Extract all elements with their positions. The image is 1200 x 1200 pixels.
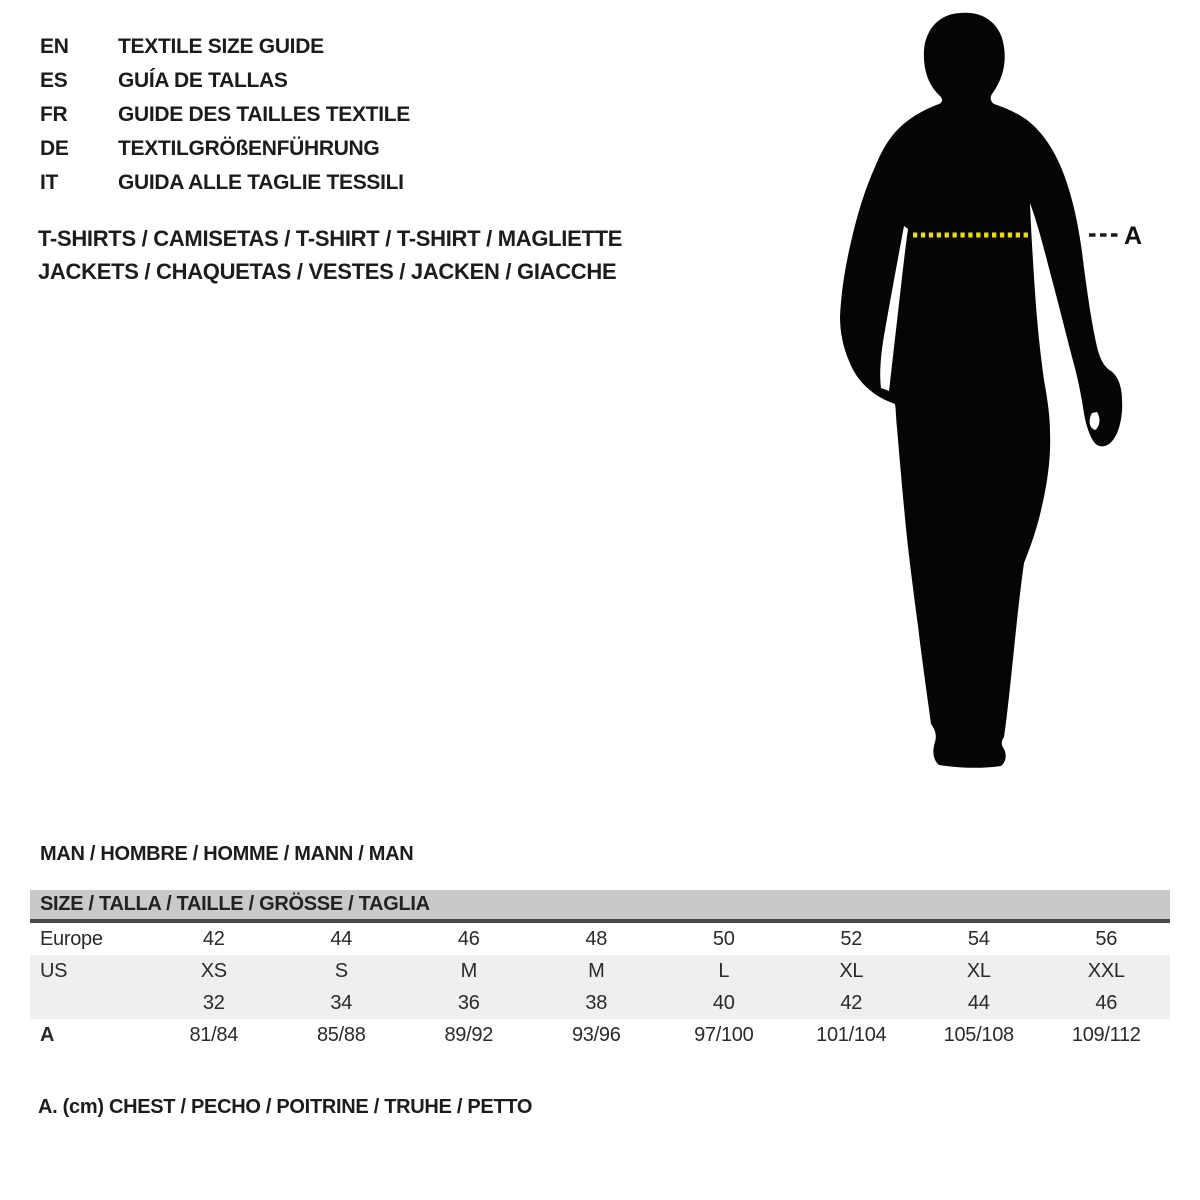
table-row-us [30,955,1170,987]
size-cell: 42 [840,991,863,1014]
size-cell: 97/100 [694,1023,754,1046]
size-cell: 46 [1095,991,1118,1014]
size-cell: 50 [712,927,735,950]
section-heading-man: MAN / HOMBRE / HOMME / MANN / MAN [40,843,414,865]
category-tshirts: T-SHIRTS / CAMISETAS / T-SHIRT / T-SHIRT / MAGLIETTE [38,226,623,251]
table-row-numeric [30,987,1170,1019]
size-cell: 44 [330,927,353,950]
size-cell: 89/92 [444,1023,494,1046]
category-list [38,222,622,288]
language-code: ES [40,69,68,92]
size-table [30,890,1170,1051]
size-cell: 32 [202,991,225,1014]
language-row [40,35,410,69]
language-code: EN [40,35,69,58]
size-cell: 105/108 [943,1023,1014,1046]
size-cell: 42 [202,927,225,950]
size-cell: 81/84 [189,1023,239,1046]
language-title: GUÍA DE TALLAS [118,69,288,92]
size-cell: 38 [585,991,608,1014]
table-row-europe [30,923,1170,955]
category-jackets: JACKETS / CHAQUETAS / VESTES / JACKEN / GIACCHE [38,259,617,284]
size-cell: L [718,959,730,982]
language-list [40,35,410,205]
language-code: DE [40,137,69,160]
size-cell: 44 [967,991,990,1014]
language-title: TEXTILE SIZE GUIDE [118,35,324,58]
size-cell: 101/104 [816,1023,887,1046]
language-code: IT [40,171,59,194]
man-silhouette-figure [820,0,1200,800]
measure-label-a: A [1124,222,1143,250]
language-title: GUIDE DES TAILLES TEXTILE [118,103,410,126]
language-row [40,69,410,103]
size-cell: XXL [1087,959,1125,982]
row-label: US [40,959,68,982]
size-cell: 56 [1095,927,1118,950]
size-cell: 109/112 [1071,1023,1141,1046]
size-cell: 52 [840,927,863,950]
size-cell: M [460,959,477,982]
size-cell: 46 [457,927,480,950]
language-title: GUIDA ALLE TAGLIE TESSILI [118,171,404,194]
size-cell: XS [200,959,227,982]
language-row [40,103,410,137]
size-cell: 54 [967,927,990,950]
language-code: FR [40,103,68,126]
man-silhouette [840,13,1122,768]
language-row [40,171,410,205]
row-label: A [40,1023,55,1046]
size-cell: XL [839,959,864,982]
language-title: TEXTILGRÖßENFÜHRUNG [118,137,380,160]
size-table-header: SIZE / TALLA / TAILLE / GRÖSSE / TAGLIA [30,890,1170,919]
size-cell: 34 [330,991,353,1014]
size-cell: 36 [457,991,480,1014]
size-cell: 40 [712,991,735,1014]
measurement-footnote: A. (cm) CHEST / PECHO / POITRINE / TRUHE / PETTO [38,1096,533,1118]
size-cell: 93/96 [571,1023,621,1046]
language-row [40,137,410,171]
size-cell: 48 [585,927,608,950]
table-row-chest-a [30,1019,1170,1051]
size-cell: S [334,959,348,982]
row-label: Europe [40,927,103,950]
size-cell: XL [966,959,991,982]
size-cell: M [588,959,605,982]
size-cell: 85/88 [316,1023,366,1046]
